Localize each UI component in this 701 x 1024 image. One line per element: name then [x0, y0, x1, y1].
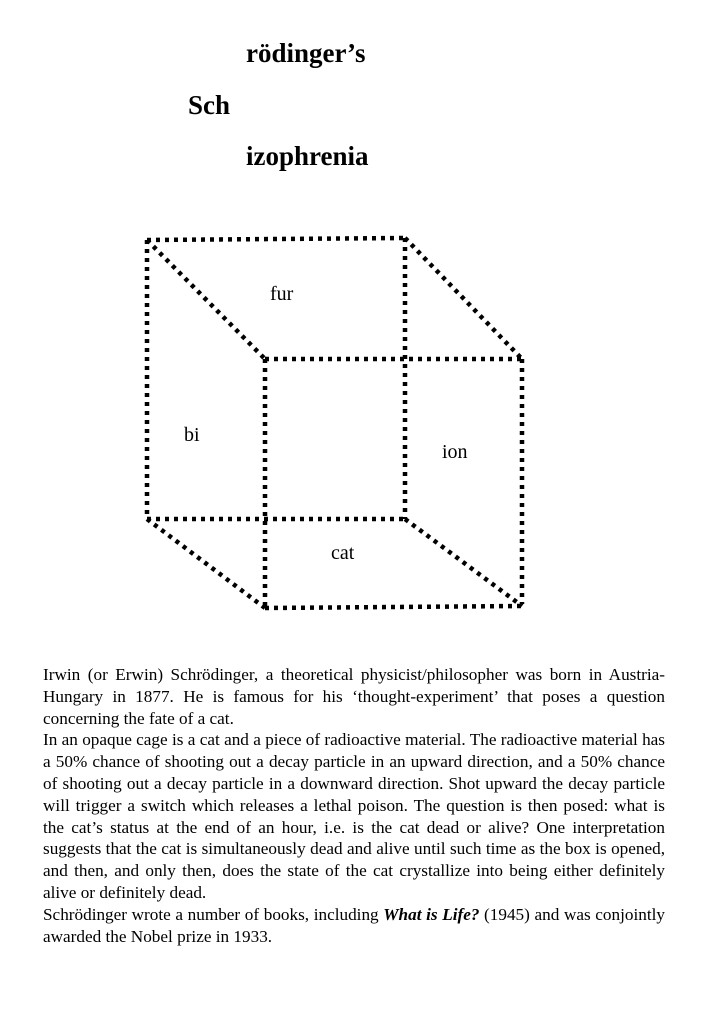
- cube-edge-front-bottom: [265, 606, 522, 608]
- cube-label-bottom: cat: [331, 542, 355, 564]
- cube-label-left: bi: [184, 424, 200, 446]
- cube-label-right: ion: [442, 441, 468, 463]
- title-line-1: rödinger’s: [246, 38, 366, 68]
- books-text-before: Schrödinger wrote a number of books, including: [43, 904, 384, 924]
- cube-label-top: fur: [270, 283, 294, 305]
- paragraph-books: [43, 904, 665, 948]
- paragraph-experiment: In an opaque cage is a cat and a piece of radioactive material. The radioactive material has a 50% chance of shooting out a decay particle in an upward direction, and a 50% chance of shooting out a decay particle in a downward direction. Shot upward the decay particle will trigger a switch which releases a lethal poison. The question is then posed: what is the cat’s status at the end of an hour, i.e. is the cat dead or alive? One interpretation suggests that the cat is simultaneously dead and alive until such time as the box is opened, and then, and only then, does the state of the cat crystallize into being either definitely alive or definitely dead.: [43, 730, 665, 902]
- cube-edge-diag-bottom-right: [405, 519, 522, 606]
- cube-edge-diag-top-left: [147, 240, 265, 359]
- book-title: What is Life?: [383, 904, 480, 924]
- paragraph-intro: Irwin (or Erwin) Schrödinger, a theoretical physicist/philosopher was born in Austria-Hungary in 1877. He is famous for his ‘thought-experiment’ that poses a question concerning the fate of a cat.: [43, 665, 665, 728]
- title-line-2: Sch: [188, 90, 231, 120]
- title-line-3: izophrenia: [246, 141, 369, 171]
- cube-edge-back-top: [147, 238, 405, 240]
- body-text: [43, 664, 665, 947]
- books-text-after: (1945) and was conjointly awarded the Nobel prize in 1933.: [43, 904, 665, 946]
- cube-edge-diag-top-right: [405, 238, 522, 359]
- cube-edge-diag-bottom-left: [147, 519, 265, 608]
